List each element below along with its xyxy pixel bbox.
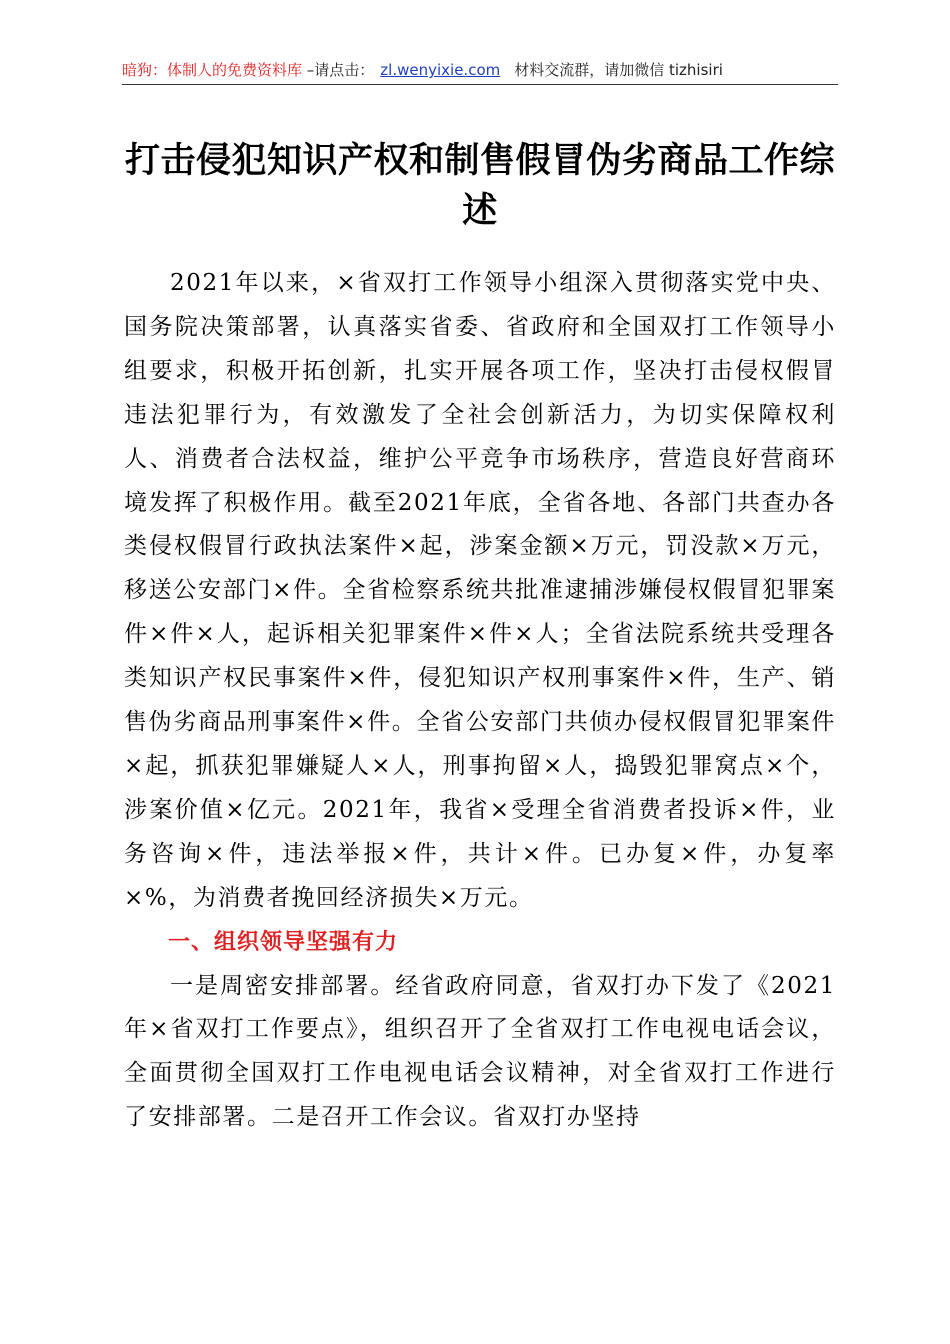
document-body (124, 262, 836, 1140)
header-divider (122, 84, 838, 85)
section-heading-1: 一、组织领导坚强有力 (168, 929, 399, 955)
intro-paragraph: 2021年以来，×省双打工作领导小组深入贯彻落实党中央、国务院决策部署，认真落实省委、省政府和全国双打工作领导小组要求，积极开拓创新，扎实开展各项工作，坚决打击侵权假冒违法犯罪行为，有效激发了全社会创新活力，为切实保障权利人、消费者合法权益，维护公平竞争市场秩序，营造良好营商环境发挥了积极作用。截至2021年底，全省各地、各部门共查办各类侵权假冒行政执法案件×起，涉案金额×万元，罚没款×万元，移送公安部门×件。全省检察系统共批准逮捕涉嫌侵权假冒犯罪案件×件×人，起诉相关犯罪案件×件×人；全省法院系统共受理各类知识产权民事案件×件，侵犯知识产权刑事案件×件，生产、销售伪劣商品刑事案件×件。全省公安部门共侦办侵权假冒犯罪案件×起，抓获犯罪嫌疑人×人，刑事拘留×人，捣毁犯罪窝点×个，涉案价值×亿元。2021年，我省×受理全省消费者投诉×件，业务咨询×件，违法举报×件，共计×件。已办复×件，办复率×%，为消费者挽回经济损失×万元。 (124, 270, 836, 911)
header-wechat-note: 材料交流群，请加微信 tizhisiri (514, 61, 723, 79)
header-site-name: 暗狗：体制人的免费资料库 (122, 61, 303, 79)
header-link[interactable]: zl.wenyixie.com (380, 61, 501, 79)
page-header (122, 58, 838, 84)
header-click-prompt: –请点击： (302, 61, 375, 79)
document-title: 打击侵犯知识产权和制售假冒伪劣商品工作综述 (124, 140, 835, 231)
section-1-paragraph: 一是周密安排部署。经省政府同意，省双打办下发了《2021年×省双打工作要点》，组织召开了全省双打工作电视电话会议，全面贯彻全国双打工作电视电话会议精神，对全省双打工作进行了安排部署。二是召开工作会议。省双打办坚持 (124, 972, 836, 1131)
